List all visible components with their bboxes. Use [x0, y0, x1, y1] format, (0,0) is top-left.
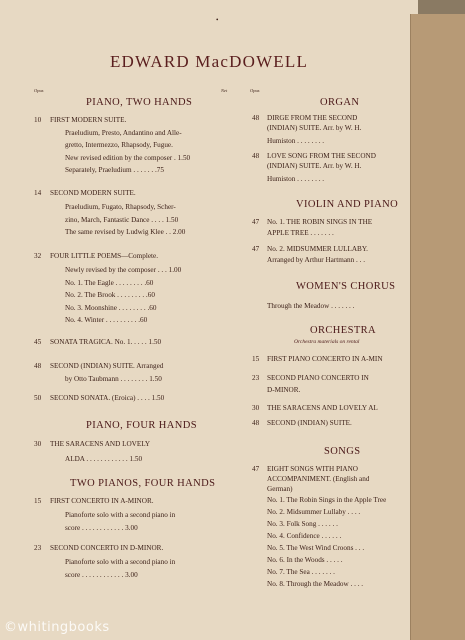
opus-number: 47: [252, 465, 260, 473]
work-title: LOVE SONG FROM THE SECOND: [267, 152, 376, 160]
list-item: No. 2. The Brook . . . . . . . . .60: [65, 291, 155, 299]
work-edition: Newly revised by the composer . . . 1.00: [65, 266, 182, 274]
work-title: SECOND (INDIAN) SUITE. Arranged: [50, 362, 164, 370]
work-title: No. 1. THE ROBIN SINGS IN THE: [267, 218, 373, 226]
opus-number: 30: [34, 440, 42, 448]
opus-number: 48: [252, 152, 260, 160]
work-title: No. 2. MIDSUMMER LULLABY.: [267, 245, 368, 253]
opus-number: 48: [34, 362, 42, 370]
work-title: FIRST MODERN SUITE.: [50, 116, 127, 124]
list-item: No. 8. Through the Meadow . . . .: [267, 580, 364, 588]
list-item: No. 2. Midsummer Lullaby . . . .: [267, 508, 361, 516]
opus-number: 10: [34, 116, 42, 124]
work-edition: New revised edition by the composer . 1.50: [65, 154, 191, 162]
work-title: FIRST PIANO CONCERTO IN A-MIN: [267, 355, 383, 363]
work-desc: zino, March, Fantastic Dance . . . . 1.50: [65, 216, 179, 224]
orchestra-note: Orchestra materials on rental: [294, 339, 360, 345]
work-title: ALDA . . . . . . . . . . . . 1.50: [65, 455, 143, 463]
work-title: FIRST CONCERTO IN A-MINOR.: [50, 497, 154, 505]
opus-number: 50: [34, 394, 42, 402]
work-title: Humiston . . . . . . . .: [267, 137, 325, 145]
heading-two-pianos: TWO PIANOS, FOUR HANDS: [70, 478, 216, 489]
work-edition: Separately, Praeludium . . . . . . .75: [65, 166, 164, 174]
watermark: ©whitingbooks: [4, 620, 110, 635]
work-desc: Pianoforte solo with a second piano in: [65, 558, 176, 566]
work-title: D-MINOR.: [267, 386, 301, 394]
heading-songs: SONGS: [324, 446, 361, 457]
work-title: DIRGE FROM THE SECOND: [267, 114, 358, 122]
work-title: Through the Meadow . . . . . . .: [267, 302, 355, 310]
work-title: APPLE TREE . . . . . . .: [267, 229, 334, 237]
list-item: No. 7. The Sea . . . . . . .: [267, 568, 335, 576]
work-desc: score . . . . . . . . . . . . 3.00: [65, 524, 138, 532]
list-item: No. 3. Folk Song . . . . . .: [267, 520, 338, 528]
page-dot: •: [216, 16, 219, 24]
work-title: SECOND (INDIAN) SUITE.: [267, 419, 352, 427]
work-title: THE SARACENS AND LOVELY AL: [267, 404, 378, 412]
opus-number: 47: [252, 245, 260, 253]
list-item: No. 4. Winter . . . . . . . . . .60: [65, 316, 148, 324]
work-title: EIGHT SONGS WITH PIANO: [267, 465, 358, 473]
list-item: No. 1. The Robin Sings in the Apple Tree: [267, 496, 387, 504]
net-header: Net: [221, 88, 228, 93]
work-desc: Arranged by Arthur Hartmann . . .: [267, 256, 366, 264]
heading-violin-piano: VIOLIN AND PIANO: [296, 199, 399, 210]
heading-orchestra: ORCHESTRA: [310, 325, 377, 336]
opus-number: 23: [34, 544, 42, 552]
work-title: ACCOMPANIMENT. (English and: [267, 475, 370, 483]
heading-organ: ORGAN: [320, 97, 360, 108]
work-title: SECOND MODERN SUITE.: [50, 189, 136, 197]
work-title: FOUR LITTLE POEMS—Complete.: [50, 252, 159, 260]
heading-piano-two-hands: PIANO, TWO HANDS: [86, 97, 193, 108]
work-desc: Praeludium, Presto, Andantino and Alle-: [65, 129, 182, 137]
list-item: No. 5. The West Wind Croons . . .: [267, 544, 365, 552]
opus-header-right: Opus: [250, 88, 260, 93]
list-item: No. 4. Confidence . . . . . .: [267, 532, 342, 540]
work-title: (INDIAN) SUITE. Arr. by W. H.: [267, 124, 362, 132]
opus-header-left: Opus: [34, 88, 44, 93]
work-title: THE SARACENS AND LOVELY: [50, 440, 151, 448]
work-title: Humiston . . . . . . . .: [267, 175, 325, 183]
work-desc: score . . . . . . . . . . . . 3.00: [65, 571, 138, 579]
list-item: No. 1. The Eagle . . . . . . . . .60: [65, 279, 154, 287]
list-item: No. 3. Moonshine . . . . . . . . .60: [65, 304, 157, 312]
work-title: German): [267, 485, 293, 493]
work-desc: Praeludium, Fugato, Rhapsody, Scher-: [65, 203, 176, 211]
heading-piano-four-hands: PIANO, FOUR HANDS: [86, 420, 197, 431]
opus-number: 23: [252, 374, 260, 382]
opus-number: 48: [252, 114, 260, 122]
opus-number: 47: [252, 218, 260, 226]
opus-number: 30: [252, 404, 260, 412]
work-title: SECOND PIANO CONCERTO IN: [267, 374, 369, 382]
opus-number: 14: [34, 189, 42, 197]
work-desc: Pianoforte solo with a second piano in: [65, 511, 176, 519]
heading-womens-chorus: WOMEN'S CHORUS: [296, 281, 396, 292]
list-item: No. 6. In the Woods . . . . .: [267, 556, 343, 564]
opus-number: 45: [34, 338, 42, 346]
opus-number: 32: [34, 252, 42, 260]
work-title: SECOND CONCERTO IN D-MINOR.: [50, 544, 164, 552]
opus-number: 15: [252, 355, 260, 363]
page-title: EDWARD MacDOWELL: [109, 52, 309, 71]
opus-number: 15: [34, 497, 42, 505]
opus-number: 48: [252, 419, 260, 427]
work-title: by Otto Taubmann . . . . . . . . 1.50: [65, 375, 162, 383]
work-edition: The same revised by Ludwig Klee . . 2.00: [65, 228, 186, 236]
work-desc: gretto, Intermezzo, Rhapsody, Fugue.: [65, 141, 173, 149]
work-title: SECOND SONATA. (Eroica) . . . . 1.50: [50, 394, 165, 402]
cover-edge: [410, 14, 465, 640]
work-title: (INDIAN) SUITE. Arr. by W. H.: [267, 162, 362, 170]
work-title: SONATA TRAGICA. No. 1. . . . . 1.50: [50, 338, 162, 346]
